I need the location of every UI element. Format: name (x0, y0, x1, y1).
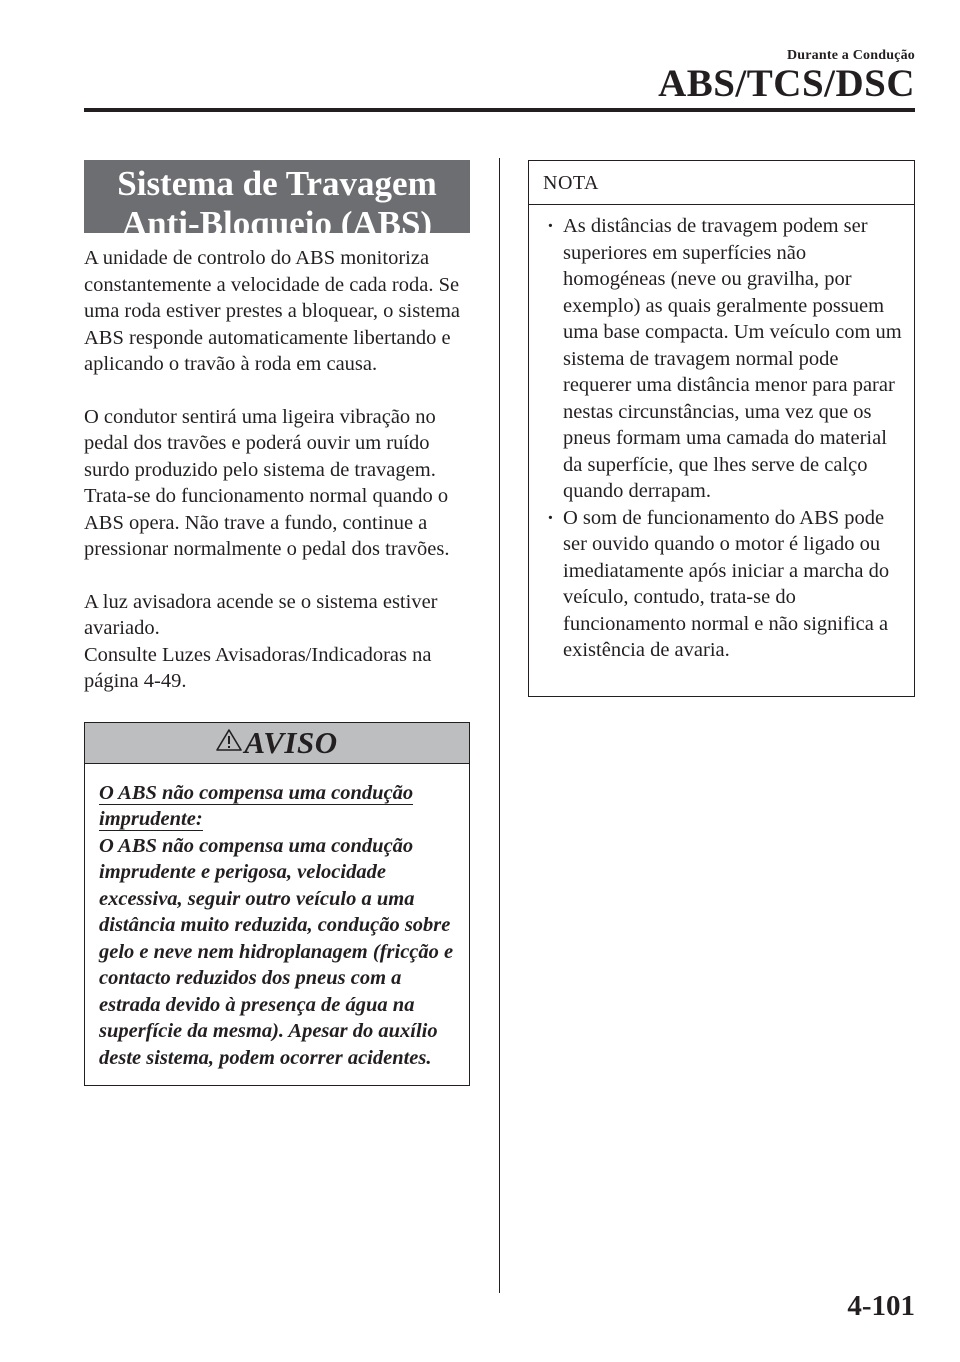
bullet-icon: · (547, 506, 554, 529)
section-title (84, 160, 470, 243)
warning-header (85, 723, 469, 764)
note-list (529, 205, 914, 664)
paragraph-warning-light (84, 589, 470, 695)
warning-box (84, 722, 470, 1087)
paragraph-abs-monitoring: A unidade de controlo do ABS monitoriza constantemente a velocidade de cada roda. Se uma roda estiver prestes a bloquear, o sistema ABS responde automaticamente libertando e aplicando o travão à roda em causa. (84, 247, 461, 375)
bullet-icon: · (547, 215, 554, 237)
section-title-line1: Sistema de Travagem (117, 164, 437, 203)
warning-triangle-icon (216, 728, 242, 757)
column-divider (499, 158, 500, 1293)
note-box (528, 160, 915, 697)
header-divider (84, 108, 915, 112)
note-item-braking-distance (545, 213, 904, 505)
warning-body (85, 764, 469, 1086)
chapter-title: ABS/TCS/DSC (658, 62, 915, 105)
chapter-subtitle: Durante a Condução (786, 48, 915, 63)
warning-title: AVISO (244, 724, 338, 760)
note-item-text: O som de funcionamento do ABS pode ser ouvido quando o motor é ligado ou imediatamente após iniciar a marcha do veículo, contudo, trata-se do funcionamento normal e não significa a existência de avaria. (563, 506, 890, 661)
section-title-line2: Anti-Bloqueio (ABS) (121, 204, 433, 243)
warning-light-reference: Consulte Luzes Avisadoras/Indicadoras na página 4-49. (84, 643, 432, 692)
page-number: 4-101 (847, 1290, 915, 1322)
note-item-text: As distâncias de travagem podem ser superiores em superfícies não homogéneas (neve ou gravilha, por exemplo) as quais geralmente possuem uma base compacta. Um veículo com um sistema de travagem normal pode requerer uma distância menor para parar nestas circunstâncias, uma vez que os pneus formam uma camada do material da superfície, que lhes serve de calço quando derrapam. (563, 215, 902, 502)
paragraph-driver-vibration: O condutor sentirá uma ligeira vibração no pedal dos travões e poderá ouvir um ruído surdo produzido pelo sistema de travagem. Trata-se do funcionamento normal quando o ABS opera. Não trave a fundo, continue a pressionar normalmente o pedal dos travões. (84, 405, 450, 560)
warning-lead: O ABS não compensa uma condução imprudente: (99, 781, 414, 830)
left-column (84, 160, 470, 1086)
warning-light-text: A luz avisadora acende se o sistema estiver avariado. (84, 590, 438, 639)
warning-text: O ABS não compensa uma condução imprudente e perigosa, velocidade excessiva, seguir outro veículo a uma distância muito reduzida, condução sobre gelo e neve nem hidroplanagem (fricção e contacto reduzidos dos pneus com a estrada devido à presença de água na superfície da mesma). Apesar do auxílio deste sistema, podem ocorrer acidentes. (99, 834, 454, 1069)
note-title: NOTA (529, 161, 914, 205)
note-item-abs-sound (545, 505, 904, 664)
